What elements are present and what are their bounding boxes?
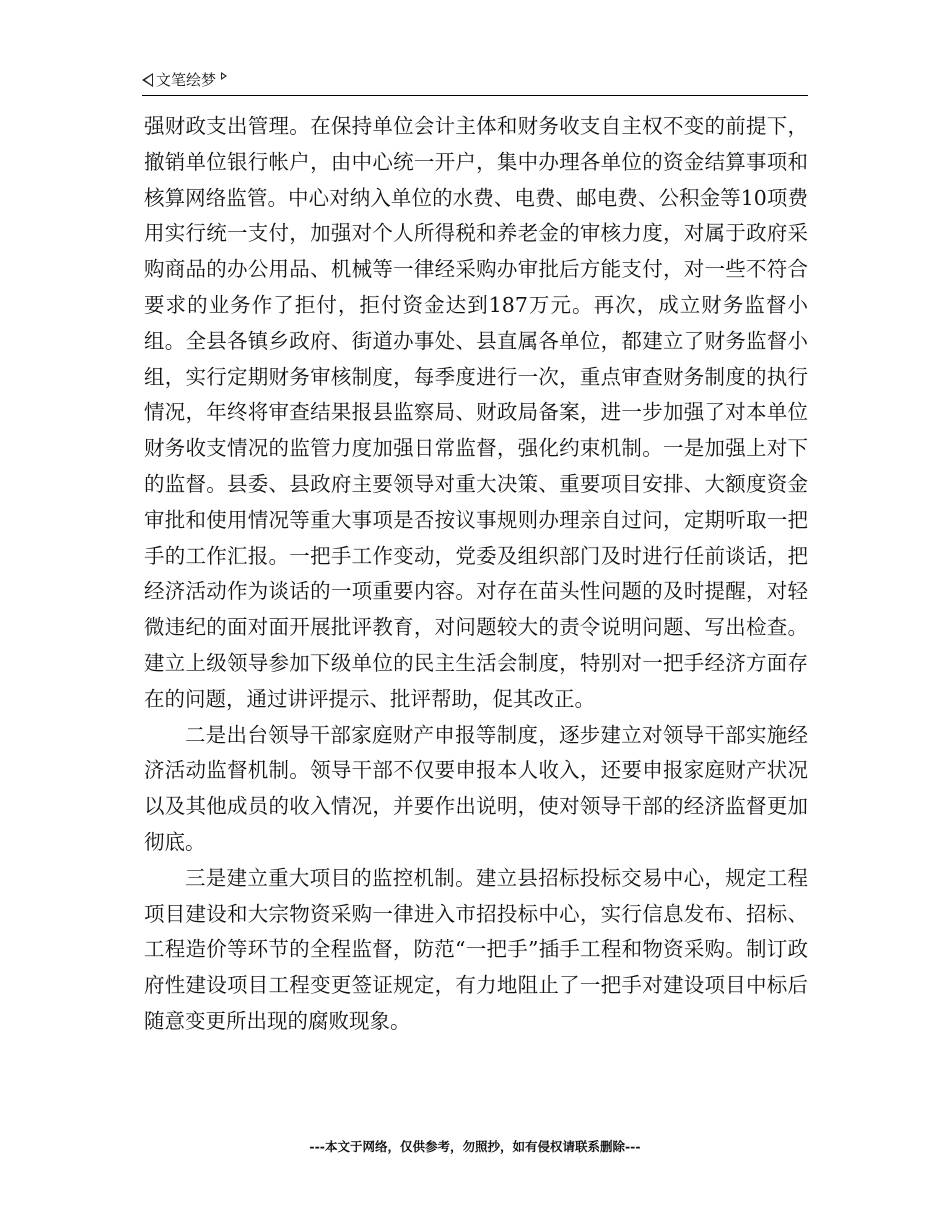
footer-notice: ---本文于网络，仅供参考，勿照抄，如有侵权请联系删除--- [309,1139,641,1154]
document-body [144,109,808,1040]
left-triangle-icon [142,73,153,87]
header-rule [142,95,808,96]
page-header [142,70,808,90]
right-triangle-icon [221,72,227,80]
header-brand: 文笔绘梦 [156,71,217,89]
paragraph-three: 三是建立重大项目的监控机制。建立县招标投标交易中心，规定工程项目建设和大宗物资采购一律进入市招投标中心，实行信息发布、招标、工程造价等环节的全程监督，防范“一把手”插手工程和物资采购。制订政府性建设项目工程变更签证规定，有力地阻止了一把手对建设项目中标后随意变更所出现的腐败现象。 [144,865,808,1033]
paragraph-continued: 强财政支出管理。在保持单位会计主体和财务收支自主权不变的前提下，撤销单位银行帐户，由中心统一开户，集中办理各单位的资金结算事项和核算网络监管。中心对纳入单位的水费、电费、邮电费、公积金等10项费用实行统一支付，加强对个人所得税和养老金的审核力度，对属于政府采购商品的办公用品、机械等一律经采购办审批后方能支付，对一些不符合要求的业务作了拒付，拒付资金达到187万元。再次，成立财务监督小组。全县各镇乡政府、街道办事处、县直属各单位，都建立了财务监督小组，实行定期财务审核制度，每季度进行一次，重点审查财务制度的执行情况，年终将审查结果报县监察局、财政局备案，进一步加强了对本单位财务收支情况的监管力度加强日常监督，强化约束机制。一是加强上对下的监督。县委、县政府主要领导对重大决策、重要项目安排、大额度资金审批和使用情况等重大事项是否按议事规则办理亲自过问，定期听取一把手的工作汇报。一把手工作变动，党委及组织部门及时进行任前谈话，把经济活动作为谈话的一项重要内容。对存在苗头性问题的及时提醒，对轻微违纪的面对面开展批评教育，对问题较大的责令说明问题、写出检查。建立上级领导参加下级单位的民主生活会制度，特别对一把手经济方面存在的问题，通过讲评提示、批评帮助，促其改正。 [144,114,808,711]
paragraph-two: 二是出台领导干部家庭财产申报等制度，逐步建立对领导干部实施经济活动监督机制。领导干部不仅要申报本人收入，还要申报家庭财产状况以及其他成员的收入情况，并要作出说明，使对领导干部的经济监督更加彻底。 [144,722,808,854]
